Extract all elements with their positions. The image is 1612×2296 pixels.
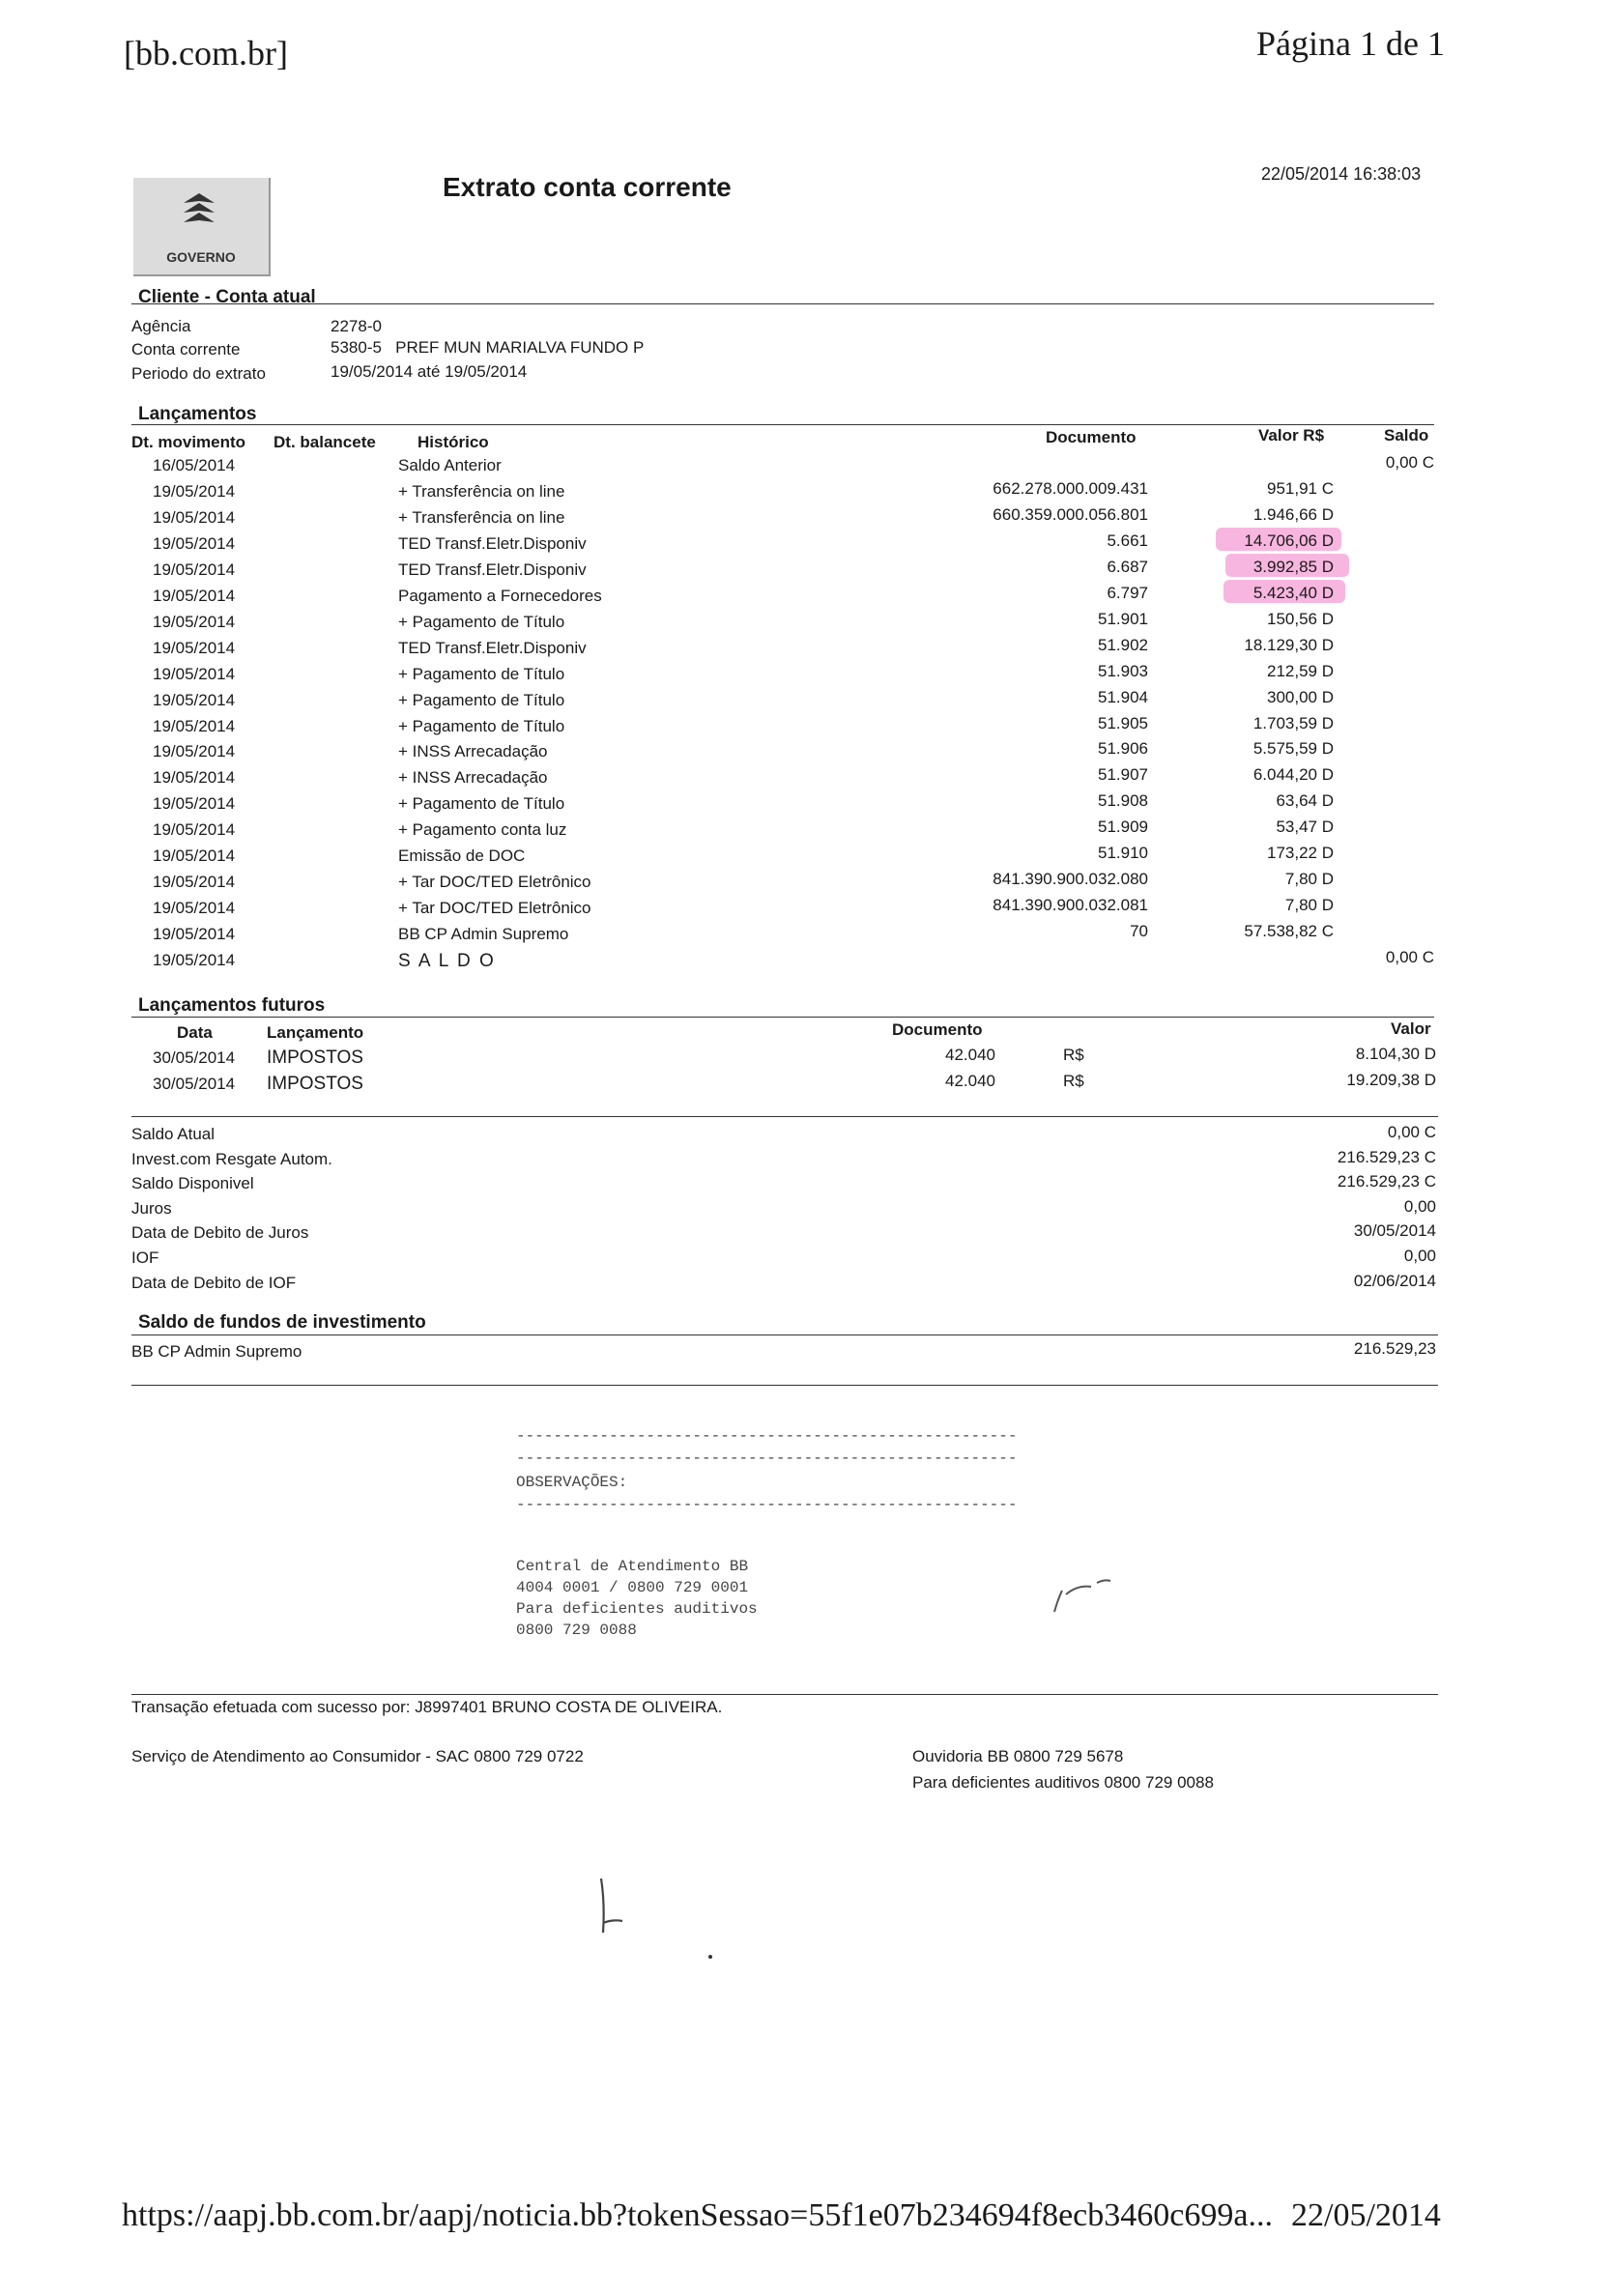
transacao-text: Transação efetuada com sucesso por: J8997401 BRUNO COSTA DE OLIVEIRA.	[131, 1698, 723, 1716]
resumo-label: IOF	[131, 1248, 159, 1267]
periodo-value: 19/05/2014 até 19/05/2014	[331, 362, 528, 381]
fundos-heading: Saldo de fundos de investimento	[138, 1312, 426, 1333]
row-documento: 5.661	[1107, 531, 1148, 550]
dash-line: ------------------------------------------------------	[516, 1496, 1018, 1513]
row-saldo: 0,00 C	[1385, 948, 1434, 966]
row-historico: + Pagamento de Título	[398, 613, 565, 631]
row-historico: Saldo Anterior	[398, 456, 502, 474]
sac-text: Serviço de Atendimento ao Consumidor - SAC 0800 729 0722	[131, 1747, 584, 1765]
row-documento: 6.797	[1107, 584, 1148, 602]
row-dt-movimento: 19/05/2014	[153, 820, 236, 839]
row-valor: 63,64 D	[1276, 791, 1334, 810]
row-valor: 5.423,40 D	[1252, 584, 1334, 602]
agencia-label: Agência	[131, 317, 191, 335]
print-datetime: 22/05/2014 16:38:03	[1261, 164, 1422, 184]
obs-line: Para deficientes auditivos	[516, 1600, 758, 1618]
row-historico: + INSS Arrecadação	[398, 768, 548, 787]
row-dt-movimento: 19/05/2014	[153, 613, 236, 631]
row-historico: Emissão de DOC	[398, 847, 526, 865]
row-documento: 70	[1130, 922, 1148, 940]
bb-logo-icon	[178, 189, 220, 232]
row-valor: 7,80 D	[1284, 870, 1334, 888]
resumo-value: 0,00	[1403, 1197, 1436, 1216]
fut-row-val: 19.209,38 D	[1346, 1071, 1436, 1089]
row-dt-movimento: 19/05/2014	[153, 665, 236, 683]
row-documento: 51.903	[1098, 662, 1148, 680]
row-valor: 53,47 D	[1276, 818, 1334, 836]
lancamentos-heading: Lançamentos	[138, 404, 257, 424]
row-valor: 57.538,82 C	[1244, 922, 1334, 940]
col-saldo: Saldo	[1384, 426, 1429, 445]
row-documento: 6.687	[1107, 558, 1148, 576]
row-historico: Pagamento a Fornecedores	[398, 587, 602, 605]
col-documento: Documento	[1046, 428, 1137, 446]
row-documento: 841.390.900.032.080	[993, 870, 1148, 888]
resumo-label: Juros	[131, 1199, 172, 1218]
row-valor: 7,80 D	[1284, 896, 1334, 914]
resumo-value: 02/06/2014	[1353, 1272, 1436, 1290]
row-historico: + Pagamento de Título	[398, 665, 565, 683]
row-valor: 6.044,20 D	[1252, 765, 1334, 784]
row-documento: 51.908	[1098, 791, 1148, 810]
row-documento: 51.910	[1098, 844, 1148, 862]
row-dt-movimento: 19/05/2014	[153, 691, 236, 709]
row-historico: + INSS Arrecadação	[398, 742, 548, 761]
row-historico: TED Transf.Eletr.Disponiv	[398, 639, 587, 657]
row-documento: 51.909	[1098, 818, 1148, 836]
row-valor: 951,91 C	[1267, 479, 1334, 498]
row-valor: 1.703,59 D	[1252, 714, 1334, 732]
pen-mark	[590, 1875, 628, 1952]
row-dt-movimento: 19/05/2014	[153, 482, 236, 501]
resumo-label: Saldo Atual	[131, 1125, 216, 1143]
row-dt-movimento: 16/05/2014	[153, 456, 236, 474]
agencia-value: 2278-0	[331, 317, 382, 335]
resumo-label: Saldo Disponivel	[131, 1174, 254, 1192]
resumo-value: 216.529,23 C	[1337, 1172, 1436, 1191]
col-fut-documento: Documento	[892, 1020, 983, 1039]
resumo-value: 30/05/2014	[1353, 1221, 1436, 1240]
fut-row-val: 8.104,30 D	[1355, 1045, 1436, 1063]
row-dt-movimento: 19/05/2014	[153, 768, 236, 787]
observacoes-label: OBSERVAÇÕES:	[516, 1474, 628, 1491]
periodo-label: Periodo do extrato	[131, 364, 266, 383]
row-historico: + Transferência on line	[398, 482, 565, 501]
row-dt-movimento: 19/05/2014	[153, 794, 236, 813]
bank-logo	[133, 178, 271, 276]
col-data: Data	[177, 1023, 213, 1042]
row-dt-movimento: 19/05/2014	[153, 847, 236, 865]
obs-line: 0800 729 0088	[516, 1622, 637, 1639]
row-historico: + Pagamento de Título	[398, 717, 565, 735]
row-dt-movimento: 19/05/2014	[153, 925, 236, 943]
row-saldo: 0,00 C	[1385, 453, 1434, 472]
dash-line: ------------------------------------------------------	[516, 1427, 1018, 1445]
row-valor: 18.129,30 D	[1244, 636, 1334, 654]
row-documento: 660.359.000.056.801	[993, 505, 1148, 524]
futuros-heading: Lançamentos futuros	[138, 995, 326, 1016]
row-historico: + Tar DOC/TED Eletrônico	[398, 899, 591, 917]
col-dt-movimento: Dt. movimento	[131, 433, 246, 451]
fundos-value: 216.529,23	[1353, 1339, 1436, 1358]
row-dt-movimento: 19/05/2014	[153, 639, 236, 657]
page-title: Extrato conta corrente	[443, 172, 732, 202]
row-dt-movimento: 19/05/2014	[153, 717, 236, 735]
url-footer: https://aapj.bb.com.br/aapj/noticia.bb?tokenSessao=55f1e07b234694f8ecb3460c699a...	[122, 2197, 1273, 2233]
row-valor: 1.946,66 D	[1252, 505, 1334, 524]
cliente-heading: Cliente - Conta atual	[138, 287, 316, 307]
row-valor: 300,00 D	[1267, 688, 1334, 706]
dot-mark	[708, 1955, 712, 1959]
row-valor: 212,59 D	[1267, 662, 1334, 680]
col-valor: Valor R$	[1258, 426, 1325, 445]
ouvidoria-def-text: Para deficientes auditivos 0800 729 0088	[912, 1773, 1214, 1792]
resumo-value: 216.529,23 C	[1337, 1148, 1436, 1166]
row-documento: 662.278.000.009.431	[993, 479, 1148, 498]
row-dt-movimento: 19/05/2014	[153, 560, 236, 579]
row-dt-movimento: 19/05/2014	[153, 587, 236, 605]
row-documento: 51.901	[1098, 610, 1148, 628]
pen-mark	[1049, 1577, 1126, 1616]
fut-row-lanc: IMPOSTOS	[267, 1048, 363, 1068]
row-historico: BB CP Admin Supremo	[398, 925, 569, 943]
fut-row-data: 30/05/2014	[153, 1048, 236, 1067]
row-dt-movimento: 19/05/2014	[153, 508, 236, 527]
row-documento: 51.904	[1098, 688, 1148, 706]
obs-line: 4004 0001 / 0800 729 0001	[516, 1579, 749, 1596]
row-documento: 51.902	[1098, 636, 1148, 654]
resumo-label: Data de Debito de Juros	[131, 1223, 309, 1242]
fundos-label: BB CP Admin Supremo	[131, 1342, 302, 1361]
row-documento: 51.905	[1098, 714, 1148, 732]
col-historico: Histórico	[417, 433, 489, 451]
row-dt-movimento: 19/05/2014	[153, 951, 236, 969]
row-historico: + Pagamento de Título	[398, 794, 565, 813]
row-historico: TED Transf.Eletr.Disponiv	[398, 534, 587, 553]
row-documento: 51.907	[1098, 765, 1148, 784]
col-fut-valor: Valor	[1391, 1019, 1431, 1038]
row-documento: 841.390.900.032.081	[993, 896, 1148, 914]
url-footer-date: 22/05/2014	[1291, 2197, 1441, 2233]
fut-row-doc: 42.040	[945, 1072, 995, 1090]
row-historico: + Transferência on line	[398, 508, 565, 527]
site-header: [bb.com.br]	[124, 34, 288, 72]
resumo-label: Invest.com Resgate Autom.	[131, 1150, 332, 1168]
col-dt-balancete: Dt. balancete	[273, 433, 376, 451]
row-dt-movimento: 19/05/2014	[153, 899, 236, 917]
page-number: Página 1 de 1	[1256, 24, 1445, 63]
row-valor: 150,56 D	[1267, 610, 1334, 628]
row-dt-movimento: 19/05/2014	[153, 742, 236, 761]
dash-line: ------------------------------------------------------	[516, 1449, 1018, 1467]
fut-row-moeda: R$	[1063, 1046, 1084, 1064]
row-historico: + Tar DOC/TED Eletrônico	[398, 873, 591, 891]
resumo-value: 0,00 C	[1387, 1123, 1436, 1141]
obs-line: Central de Atendimento BB	[516, 1558, 749, 1575]
resumo-value: 0,00	[1403, 1247, 1436, 1265]
fut-row-lanc: IMPOSTOS	[267, 1074, 363, 1094]
row-valor: 5.575,59 D	[1252, 739, 1334, 758]
conta-label: Conta corrente	[131, 340, 241, 359]
fut-row-moeda: R$	[1063, 1072, 1084, 1090]
row-valor: 14.706,06 D	[1244, 531, 1334, 550]
row-historico: + Pagamento conta luz	[398, 820, 567, 839]
row-historico: + Pagamento de Título	[398, 691, 565, 709]
resumo-label: Data de Debito de IOF	[131, 1274, 297, 1292]
row-dt-movimento: 19/05/2014	[153, 873, 236, 891]
conta-value: 5380-5 PREF MUN MARIALVA FUNDO P	[331, 338, 645, 357]
row-documento: 51.906	[1098, 739, 1148, 758]
fut-row-doc: 42.040	[945, 1046, 995, 1064]
fut-row-data: 30/05/2014	[153, 1075, 236, 1093]
row-historico: TED Transf.Eletr.Disponiv	[398, 560, 587, 579]
row-valor: 173,22 D	[1267, 844, 1334, 862]
row-dt-movimento: 19/05/2014	[153, 534, 236, 553]
col-lancamento: Lançamento	[267, 1023, 364, 1042]
row-valor: 3.992,85 D	[1252, 558, 1334, 576]
row-historico: S A L D O	[398, 951, 496, 971]
ouvidoria-text: Ouvidoria BB 0800 729 5678	[912, 1747, 1124, 1765]
logo-label: GOVERNO	[166, 249, 236, 265]
